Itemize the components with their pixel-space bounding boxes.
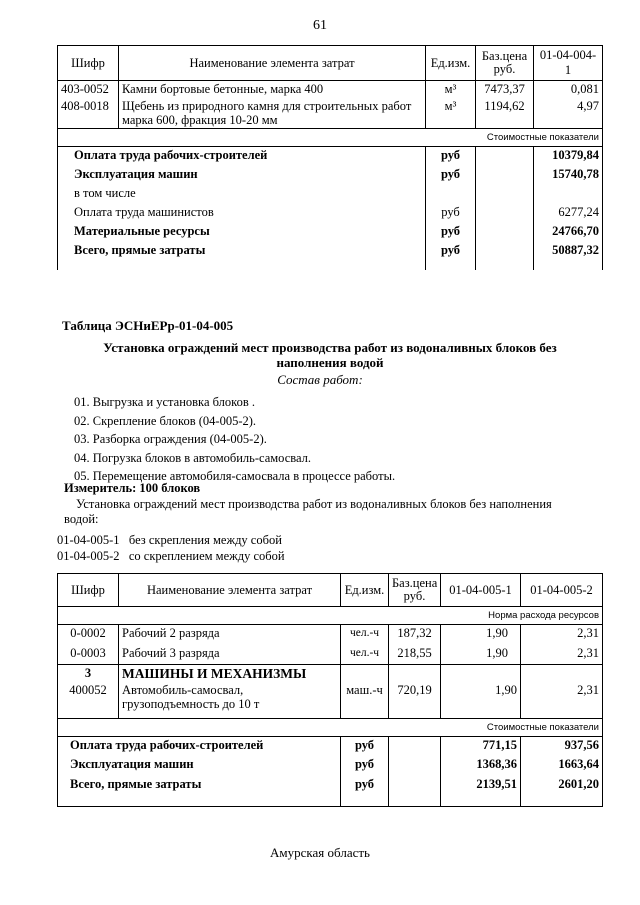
row-code: 0-0003 <box>58 645 119 665</box>
header-v1: 01-04-004-1 <box>534 46 603 81</box>
header-unit: Ед.изм. <box>426 46 476 81</box>
page-number: 61 <box>313 18 327 33</box>
cost-label: Материальные ресурсы <box>58 223 426 242</box>
cost-label: Оплата труда рабочих-строителей <box>58 736 341 756</box>
table-title: Таблица ЭСНиЕРр-01-04-005 <box>62 318 234 333</box>
row-name: Автомобиль-самосвал, грузоподъемность до 10 т <box>119 682 341 718</box>
work-steps <box>74 393 395 486</box>
group-row <box>58 665 603 683</box>
cost-row <box>58 756 603 776</box>
header-code: Шифр <box>58 574 119 607</box>
cost-price <box>476 185 534 204</box>
row-price: 1194,62 <box>476 98 534 129</box>
cost-v1: 2139,51 <box>441 776 521 807</box>
cost-v2: 1663,64 <box>521 756 603 776</box>
cost-unit <box>426 185 476 204</box>
section-label: Стоимостные показатели <box>58 129 603 147</box>
cost-unit: руб <box>341 756 389 776</box>
resource-table-1 <box>57 45 603 271</box>
row-v1: 1,90 <box>441 682 521 718</box>
table-row <box>58 81 603 99</box>
group-code: 3 <box>58 665 119 683</box>
row-v2: 2,31 <box>521 682 603 718</box>
variant <box>57 533 282 548</box>
table-row <box>58 625 603 645</box>
header-price: Баз.цена руб. <box>476 46 534 81</box>
row-unit: маш.-ч <box>341 682 389 718</box>
table-row <box>58 682 603 718</box>
row-unit: м³ <box>426 98 476 129</box>
row-code: 0-0002 <box>58 625 119 645</box>
section-label: Стоимостные показатели <box>58 718 603 736</box>
cost-price <box>476 166 534 185</box>
cost-price <box>476 204 534 223</box>
footer-region: Амурская область <box>270 845 370 860</box>
variant-code: 01-04-005-2 <box>57 549 120 563</box>
variant <box>57 549 285 564</box>
header-price: Баз.цена руб. <box>389 574 441 607</box>
variant-text: со скреплением между собой <box>128 549 285 563</box>
cost-label: Всего, прямые затраты <box>58 242 426 271</box>
header-v1: 01-04-005-1 <box>441 574 521 607</box>
header-v2: 01-04-005-2 <box>521 574 603 607</box>
cost-label: Оплата труда рабочих-строителей <box>58 147 426 166</box>
group-name: МАШИНЫ И МЕХАНИЗМЫ <box>119 665 341 683</box>
cost-unit: руб <box>426 242 476 271</box>
cost-v2: 2601,20 <box>521 776 603 807</box>
composition-title: Состав работ: <box>277 372 363 387</box>
step: 04. Погрузка блоков в автомобиль-самосвал. <box>74 450 312 465</box>
cost-price <box>476 223 534 242</box>
cost-price <box>389 756 441 776</box>
cost-price <box>389 736 441 756</box>
cost-v2: 937,56 <box>521 736 603 756</box>
cost-label: Всего, прямые затраты <box>58 776 341 807</box>
row-v1: 4,97 <box>534 98 603 129</box>
variant-code: 01-04-005-1 <box>57 533 120 547</box>
row-name: Рабочий 3 разряда <box>119 645 341 665</box>
table-row <box>58 98 603 129</box>
cost-row <box>58 204 603 223</box>
header-name: Наименование элемента затрат <box>119 46 426 81</box>
row-unit: м³ <box>426 81 476 99</box>
header-name: Наименование элемента затрат <box>119 574 341 607</box>
step: 05. Перемещение автомобиля-самосвала в процессе работы. <box>74 469 396 483</box>
cost-price <box>389 776 441 807</box>
section-label: Норма расхода ресурсов <box>58 607 603 625</box>
cost-v1: 15740,78 <box>534 166 603 185</box>
cost-price <box>476 147 534 166</box>
cost-row <box>58 242 603 271</box>
row-code: 408-0018 <box>58 98 119 129</box>
header-unit: Ед.изм. <box>341 574 389 607</box>
cost-v1: 1368,36 <box>441 756 521 776</box>
row-price: 720,19 <box>389 682 441 718</box>
section-heading: Установка ограждений мест производства работ из водоналивных блоков без наполнения водой <box>103 340 557 370</box>
row-v1: 0,081 <box>534 81 603 99</box>
cost-row <box>58 776 603 807</box>
cost-unit: руб <box>426 204 476 223</box>
cost-v1: 24766,70 <box>534 223 603 242</box>
cost-price <box>476 242 534 271</box>
cost-v1 <box>534 185 603 204</box>
cost-label: Оплата труда машинистов <box>58 204 426 223</box>
resource-table-2 <box>57 573 603 807</box>
row-price: 218,55 <box>389 645 441 665</box>
cost-v1: 771,15 <box>441 736 521 756</box>
cost-row <box>58 736 603 756</box>
row-v1: 1,90 <box>441 645 521 665</box>
cost-row <box>58 166 603 185</box>
cost-v1: 6277,24 <box>534 204 603 223</box>
row-name: Рабочий 2 разряда <box>119 625 341 645</box>
variant-text: без скрепления между собой <box>128 533 282 547</box>
row-price: 187,32 <box>389 625 441 645</box>
cost-row <box>58 223 603 242</box>
row-v2: 2,31 <box>521 625 603 645</box>
header-code: Шифр <box>58 46 119 81</box>
row-unit: чел.-ч <box>341 645 389 665</box>
cost-label: Эксплуатация машин <box>58 166 426 185</box>
row-v2: 2,31 <box>521 645 603 665</box>
step: 02. Скрепление блоков (04-005-2). <box>74 413 257 428</box>
cost-label: в том числе <box>58 185 426 204</box>
row-name: Щебень из природного камня для строительных работ марка 600, фракция 10-20 мм <box>119 98 426 129</box>
cost-label: Эксплуатация машин <box>58 756 341 776</box>
cost-unit: руб <box>341 736 389 756</box>
cost-v1: 10379,84 <box>534 147 603 166</box>
cost-v1: 50887,32 <box>534 242 603 271</box>
cost-row <box>58 147 603 166</box>
cost-row <box>58 185 603 204</box>
row-v1: 1,90 <box>441 625 521 645</box>
step: 03. Разборка ограждения (04-005-2). <box>74 432 267 446</box>
step: 01. Выгрузка и установка блоков . <box>74 395 255 409</box>
cost-unit: руб <box>426 223 476 242</box>
cost-unit: руб <box>341 776 389 807</box>
row-name: Камни бортовые бетонные, марка 400 <box>119 81 426 99</box>
row-code: 400052 <box>58 682 119 718</box>
meter: Измеритель: 100 блоков <box>64 481 201 495</box>
description: Установка ограждений мест производства работ из водоналивных блоков без наполнения водой: <box>64 497 552 526</box>
row-price: 7473,37 <box>476 81 534 99</box>
cost-unit: руб <box>426 147 476 166</box>
row-unit: чел.-ч <box>341 625 389 645</box>
row-code: 403-0052 <box>58 81 119 99</box>
table-row <box>58 645 603 665</box>
cost-unit: руб <box>426 166 476 185</box>
